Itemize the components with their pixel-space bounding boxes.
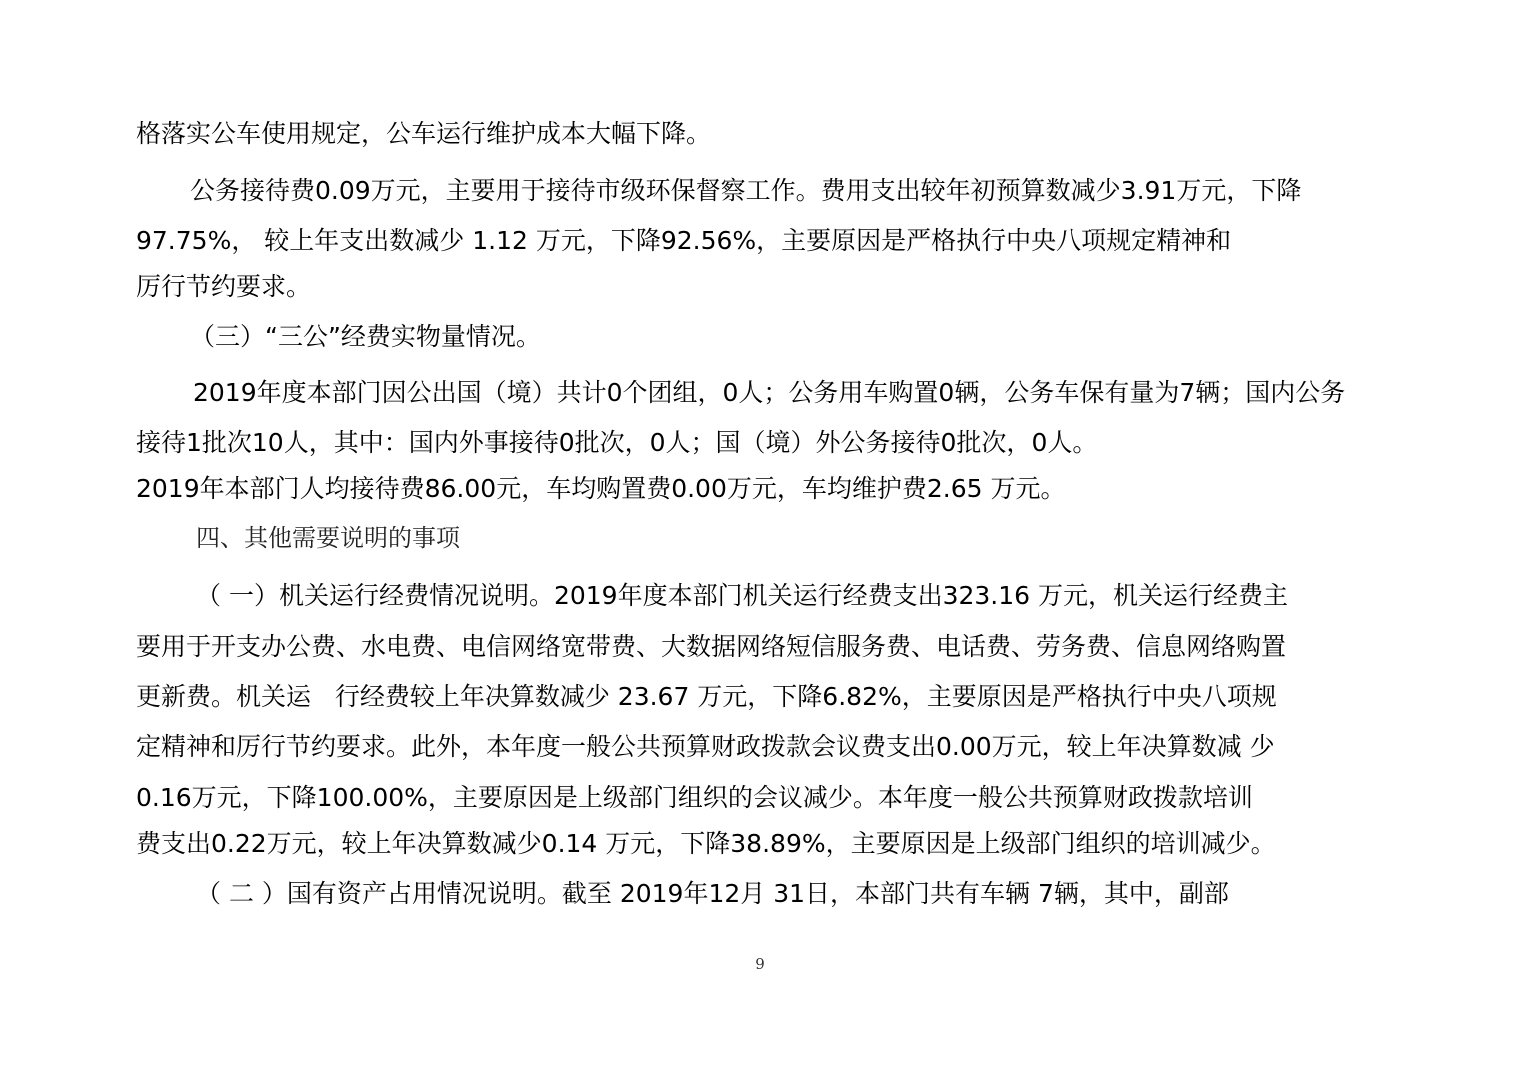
text-line-15: 费支出0.22万元，较上年决算数减少0.14 万元，下降38.89%，主要原因是上级部门组织的培训减少。 <box>136 829 1276 858</box>
page-number: 9 <box>755 955 765 973</box>
text-line-6: 2019年度本部门因公出国（境）共计0个团组，0人；公务用车购置0辆，公务车保有量为7辆；国内公务 <box>193 378 1346 407</box>
section-heading: 四、其他需要说明的事项 <box>196 524 460 552</box>
text-line-8: 2019年本部门人均接待费86.00元，车均购置费0.00万元，车均维护费2.65 万元。 <box>136 474 1066 503</box>
text-line-12: 更新费。机关运 行经费较上年决算数减少 23.67 万元，下降6.82%，主要原因是严格执行中央八项规 <box>136 682 1277 711</box>
text-line-5: （三）“三公”经费实物量情况。 <box>190 322 541 351</box>
text-line-14: 0.16万元，下降100.00%，主要原因是上级部门组织的会议减少。本年度一般公共预算财政拨款培训 <box>136 783 1253 812</box>
text-line-16: （ 二 ）国有资产占用情况说明。截至 2019年12月 31日，本部门共有车辆 7辆，其中，副部 <box>196 879 1229 908</box>
text-line-13: 定精神和厉行节约要求。此外，本年度一般公共预算财政拨款会议费支出0.00万元，较上年决算数减 少 <box>136 732 1275 761</box>
text-line-1: 格落实公车使用规定，公车运行维护成本大幅下降。 <box>136 119 712 148</box>
text-line-11: 要用于开支办公费、水电费、电信网络宽带费、大数据网络短信服务费、电话费、劳务费、信息网络购置 <box>136 632 1287 661</box>
text-line-7: 接待1批次10人，其中：国内外事接待0批次，0人；国（境）外公务接待0批次，0人。 <box>136 428 1098 457</box>
text-line-3: 97.75%， 较上年支出数减少 1.12 万元，下降92.56%，主要原因是严格执行中央八项规定精神和 <box>136 226 1232 255</box>
text-line-10: （ 一）机关运行经费情况说明。2019年度本部门机关运行经费支出323.16 万元，机关运行经费主 <box>196 581 1288 610</box>
text-line-4: 厉行节约要求。 <box>136 272 312 301</box>
text-line-2: 公务接待费0.09万元，主要用于接待市级环保督察工作。费用支出较年初预算数减少3.91万元，下降 <box>190 176 1302 205</box>
